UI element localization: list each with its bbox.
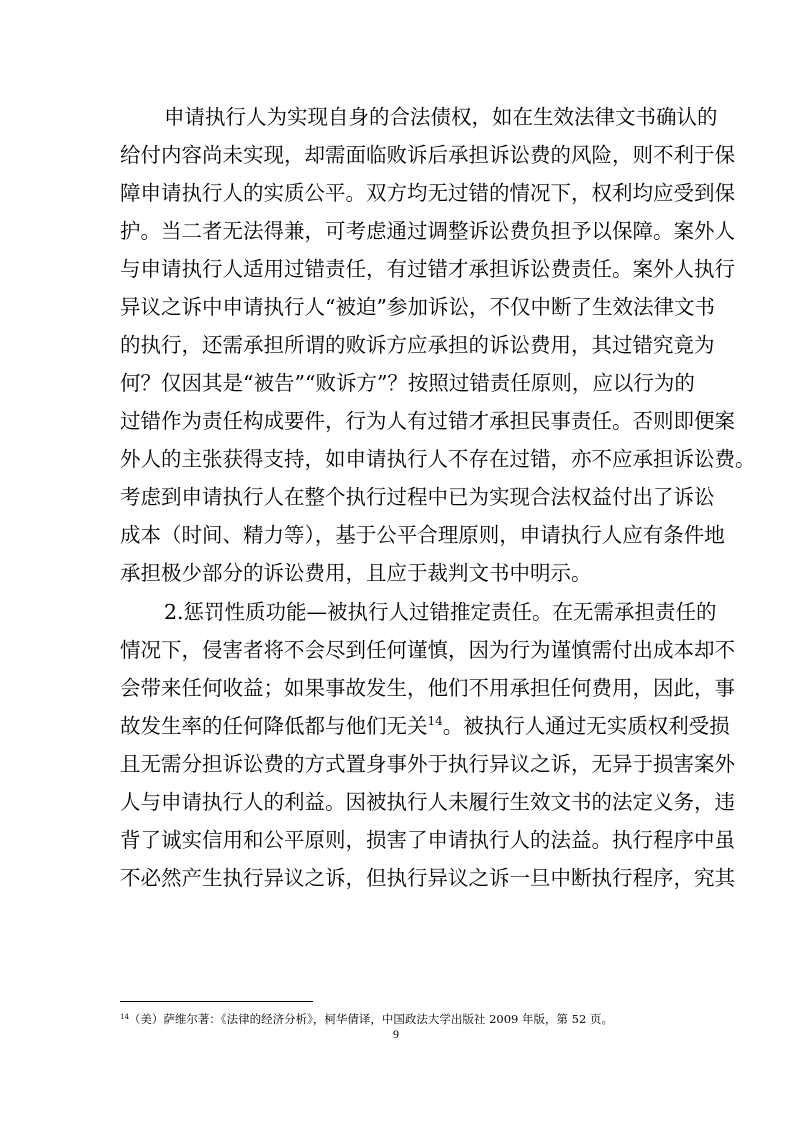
body-line-with-footnote-ref: [120, 707, 730, 745]
body-line: 情况下，侵害者将不会尽到任何谨慎，因为行为谨慎需付出成本却不: [120, 638, 735, 662]
body-line: 申请执行人为实现自身的合法债权，如在生效法律文书确认的: [164, 105, 718, 129]
footnote-reference[interactable]: 14: [427, 714, 443, 728]
footnote-text: （美）萨维尔著：《法律的经济分析》，柯华倩译，中国政法大学出版社 2009 年版，第 52 页。: [128, 1012, 613, 1026]
body-line: 护。当二者无法得兼，可考虑通过调整诉讼费负担予以保障。案外人: [120, 219, 735, 243]
page-number: 9: [393, 1027, 399, 1041]
footnote: [120, 1011, 700, 1027]
body-line: 外人的主张获得支持，如申请执行人不存在过错，亦不应承担诉讼费。: [120, 447, 756, 471]
body-line: 不必然产生执行异议之诉，但执行异议之诉一旦中断执行程序，究其: [120, 866, 735, 890]
body-line: 成本（时间、精力等），基于公平合理原则，申请执行人应有条件地: [120, 523, 725, 547]
body-line: 过错作为责任构成要件，行为人有过错才承担民事责任。否则即便案: [120, 409, 735, 433]
body-line: 且无需分担诉讼费的方式置身事外于执行异议之诉，无异于损害案外: [120, 752, 735, 776]
body-line: 何？仅因其是“被告”“败诉方”？按照过错责任原则，应以行为的: [120, 371, 695, 395]
body-line: 考虑到申请执行人在整个执行过程中已为实现合法权益付出了诉讼: [120, 485, 715, 509]
body-line: 2.惩罚性质功能—被执行人过错推定责任。在无需承担责任的: [164, 600, 717, 624]
body-line-part: 故发生率的任何降低都与他们无关: [120, 714, 428, 738]
body-line: 人与申请执行人的利益。因被执行人未履行生效文书的法定义务，违: [120, 790, 735, 814]
body-line: 给付内容尚未实现，却需面临败诉后承担诉讼费的风险，则不利于保: [120, 143, 735, 167]
body-line-part: 。被执行人通过无实质权利受损: [442, 714, 730, 738]
body-line: 背了诚实信用和公平原则，损害了申请执行人的法益。执行程序中虽: [120, 828, 735, 852]
body-line: 承担极少部分的诉讼费用，且应于裁判文书中明示。: [120, 561, 592, 585]
footnote-number: 14: [120, 1013, 129, 1021]
body-line: 障申请执行人的实质公平。双方均无过错的情况下，权利均应受到保: [120, 181, 735, 205]
body-line: 会带来任何收益；如果事故发生，他们不用承担任何费用，因此，事: [120, 676, 735, 700]
body-line: 异议之诉中申请执行人“被迫”参加诉讼，不仅中断了生效法律文书: [120, 295, 715, 319]
body-line: 与申请执行人适用过错责任，有过错才承担诉讼费责任。案外人执行: [120, 257, 735, 281]
footnote-separator: [120, 1001, 313, 1002]
body-line: 的执行，还需承担所谓的败诉方应承担的诉讼费用，其过错究竟为: [120, 333, 715, 357]
